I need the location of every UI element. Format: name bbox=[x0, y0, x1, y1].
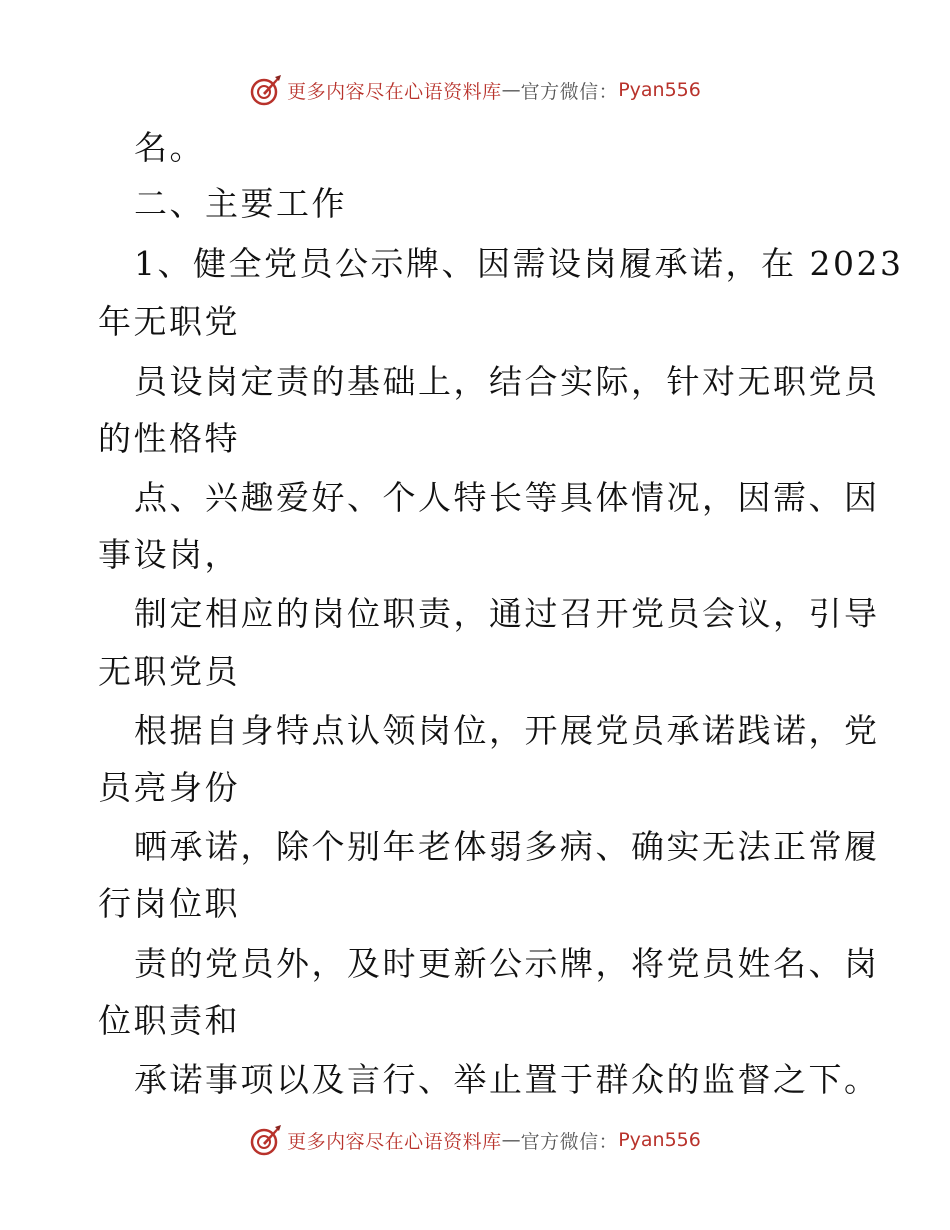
text-line: 1、健全党员公示牌、因需设岗履承诺，在 2023 bbox=[134, 244, 904, 283]
watermark-separator: — bbox=[501, 79, 521, 101]
quill-pen-icon bbox=[249, 73, 283, 107]
text-line: 承诺事项以及言行、举止置于群众的监督之下。 bbox=[134, 1060, 880, 1099]
text-line: 位职责和 bbox=[98, 1001, 240, 1040]
header-watermark bbox=[0, 70, 950, 110]
text-line: 晒承诺，除个别年老体弱多病、确实无法正常履 bbox=[134, 827, 880, 866]
watermark-brand-text: 更多内容尽在心语资料库 bbox=[287, 80, 502, 103]
watermark-wechat-id: Pyan556 bbox=[618, 79, 701, 101]
text-line: 行岗位职 bbox=[98, 884, 240, 923]
text-line: 员亮身份 bbox=[98, 768, 240, 807]
text-line: 根据自身特点认领岗位，开展党员承诺践诺，党 bbox=[134, 711, 880, 750]
text-line: 点、兴趣爱好、个人特长等具体情况，因需、因 bbox=[134, 478, 880, 517]
text-line: 名。 bbox=[134, 128, 205, 167]
text-line: 无职党员 bbox=[98, 652, 240, 691]
watermark-official-label: 官方微信： bbox=[520, 1130, 619, 1153]
text-line: 员设岗定责的基础上，结合实际，针对无职党员 bbox=[134, 362, 880, 401]
watermark-separator: — bbox=[501, 1129, 521, 1151]
watermark-official-label: 官方微信： bbox=[520, 80, 619, 103]
section-heading: 二、主要工作 bbox=[134, 184, 347, 223]
watermark-brand-text: 更多内容尽在心语资料库 bbox=[287, 1130, 502, 1153]
text-line: 的性格特 bbox=[98, 419, 240, 458]
watermark-wechat-id: Pyan556 bbox=[618, 1129, 701, 1151]
quill-pen-icon bbox=[249, 1123, 283, 1157]
text-line: 年无职党 bbox=[98, 302, 240, 341]
footer-watermark bbox=[0, 1120, 950, 1160]
text-line: 责的党员外，及时更新公示牌，将党员姓名、岗 bbox=[134, 944, 880, 983]
text-line: 事设岗， bbox=[98, 535, 240, 574]
text-line: 制定相应的岗位职责，通过召开党员会议，引导 bbox=[134, 594, 880, 633]
